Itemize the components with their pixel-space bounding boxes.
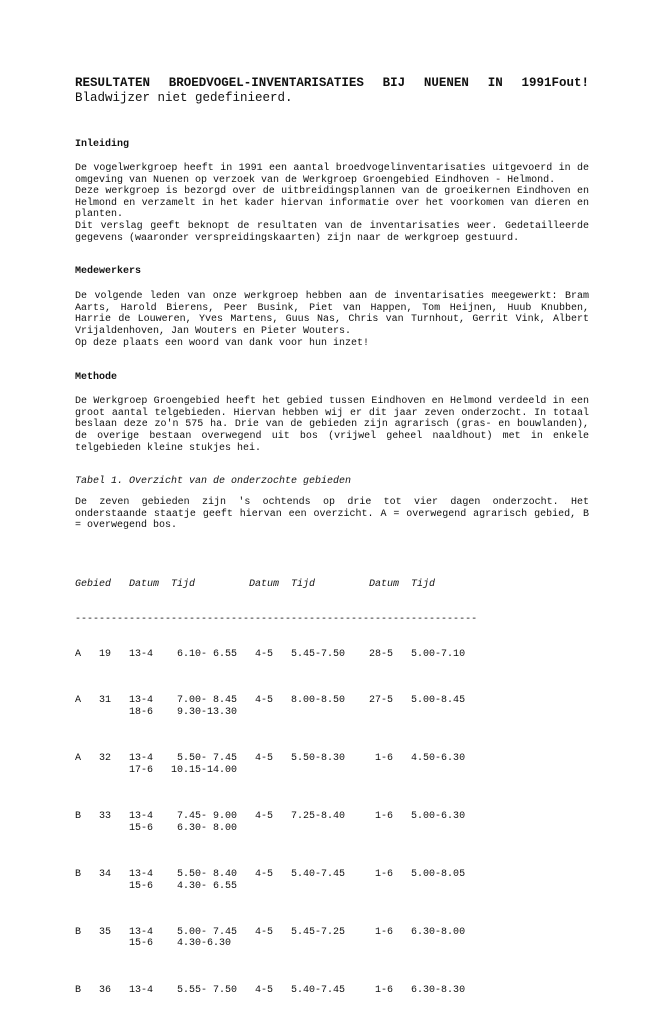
section-methode [75, 396, 589, 454]
survey-table [75, 556, 589, 1020]
paragraph: Deze werkgroep is bezorgd over de uitbreidingsplannen van de groeikernen Eindhoven en Helmond en verzamelt in het kader hiervan informatie over het voorkomen van dieren en planten. [75, 186, 589, 221]
document-title-error-text: Bladwijzer niet gedefinieerd. [75, 91, 293, 105]
document-page [75, 76, 589, 1020]
table-row: B 34 13-4 5.50- 8.40 4-5 5.40-7.45 1-6 5.00-8.05 15-6 4.30- 6.55 [75, 868, 466, 892]
paragraph: De volgende leden van onze werkgroep hebben aan de inventarisaties meegewerkt: Bram Aarts, Harold Bierens, Peer Busink, Piet van Happen, Tom Heijnen, Huub Knubben, Harrie de Louweren, Yves Martens, Guus Nas, Chris van Turnhout, Gerrit Vink, Albert Vrijaldenhoven, Jan Wouters en Pieter Wouters. [75, 291, 589, 337]
paragraph: De Werkgroep Groengebied heeft het gebied tussen Eindhoven en Helmond verdeeld in een groot aantal telgebieden. Hiervan hebben wij er dit jaar zeven onderzocht. In totaal beslaan deze zo'n 575 ha. Drie van de gebieden zijn agrarisch (gras- en bouwlanden), de overige bestaan overwegend uit bos (vrijwel geheel naaldhout) met in enkele telgebieden kleine stukjes hei. [75, 396, 589, 454]
table-header: Gebied Datum Tijd Datum Tijd Datum Tijd [75, 579, 436, 591]
table-caption: Tabel 1. Overzicht van de onderzochte gebieden [75, 476, 352, 488]
table-row: A 32 13-4 5.50- 7.45 4-5 5.50-8.30 1-6 4.50-6.30 17-6 10.15-14.00 [75, 752, 466, 776]
table-intro: De zeven gebieden zijn 's ochtends op drie tot vier dagen onderzocht. Het onderstaande staatje geeft hiervan een overzicht. A = overwegend agrarisch gebied, B = overwegend bos. [75, 497, 589, 532]
table-rule: ------------------------------------------------------------------- [75, 613, 478, 625]
heading-medewerkers: Medewerkers [75, 266, 142, 278]
table-row: A 31 13-4 7.00- 8.45 4-5 8.00-8.50 27-5 5.00-8.45 18-6 9.30-13.30 [75, 695, 466, 718]
table-row: B 36 13-4 5.55- 7.50 4-5 5.40-7.45 1-6 6.30-8.30 [75, 984, 466, 996]
table-row: B 35 13-4 5.00- 7.45 4-5 5.45-7.25 1-6 6.30-8.00 15-6 4.30-6.30 [75, 926, 466, 950]
section-inleiding [75, 163, 589, 244]
document-title: RESULTATEN BROEDVOGEL-INVENTARISATIES BIJ NUENEN IN 1991Fout! [75, 76, 589, 90]
section-medewerkers [75, 291, 589, 349]
table-row: A 19 13-4 6.10- 6.55 4-5 5.45-7.50 28-5 5.00-7.10 [75, 648, 466, 660]
heading-inleiding: Inleiding [75, 139, 130, 150]
paragraph: Dit verslag geeft beknopt de resultaten van de inventarisaties weer. Gedetailleerde gegevens (waaronder verspreidingskaarten) zijn naar de werkgroep gestuurd. [75, 220, 589, 244]
table-row: B 33 13-4 7.45- 9.00 4-5 7.25-8.40 1-6 5.00-6.30 15-6 6.30- 8.00 [75, 810, 466, 834]
paragraph: De vogelwerkgroep heeft in 1991 een aantal broedvogelinventarisaties uitgevoerd in de omgeving van Nuenen op verzoek van de Werkgroep Groengebied Eindhoven - Helmond. [75, 163, 589, 186]
heading-methode: Methode [75, 372, 118, 384]
paragraph: Op deze plaats een woord van dank voor hun inzet! [75, 337, 370, 349]
